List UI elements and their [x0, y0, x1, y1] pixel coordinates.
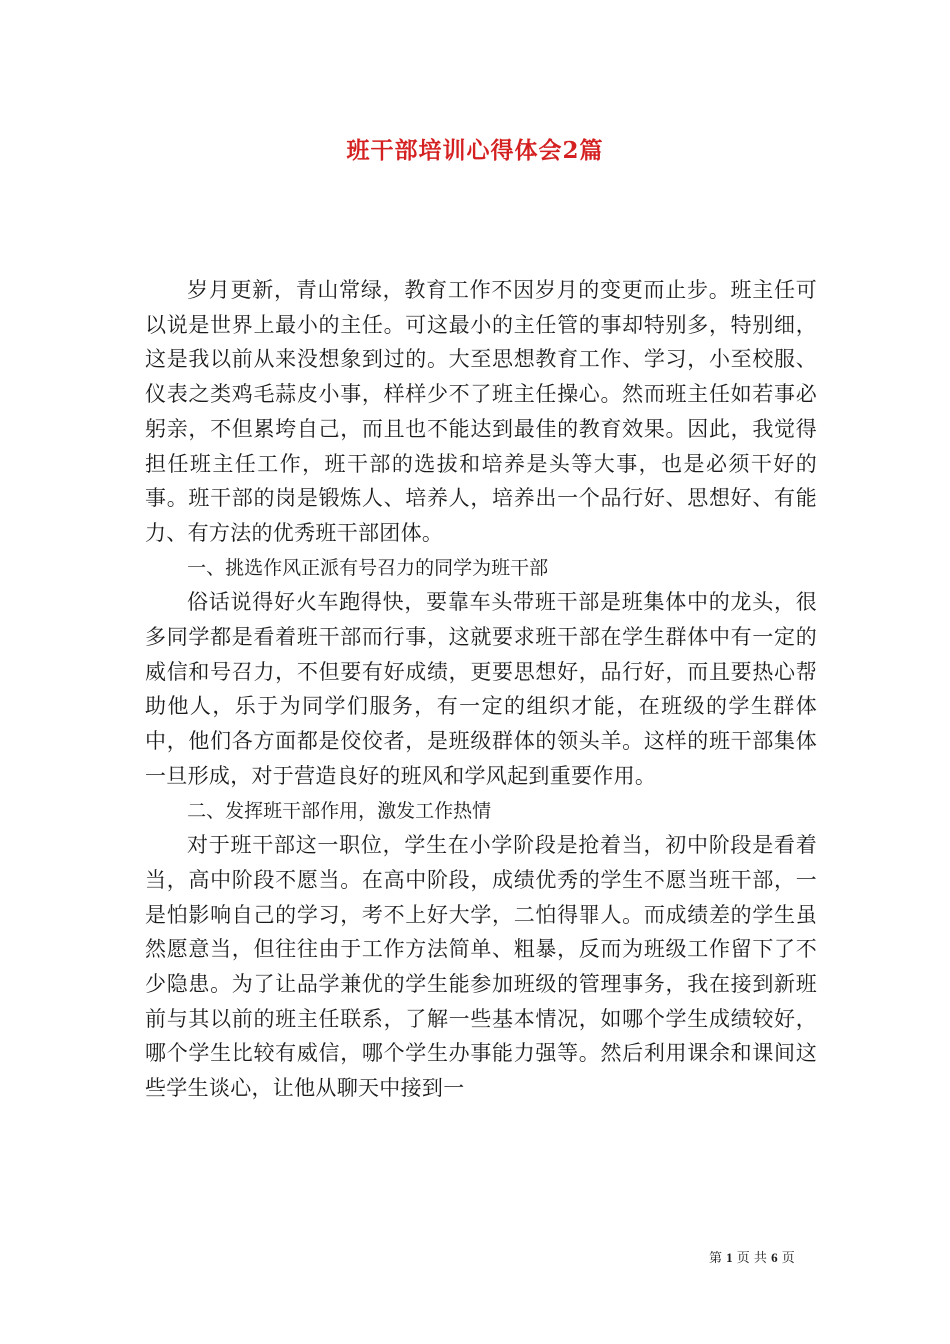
paragraph-section-1: 俗话说得好火车跑得快，要靠车头带班干部是班集体中的龙头，很多同学都是看着班干部而行事，这就要求班干部在学生群体中有一定的威信和号召力，不但要有好成绩，更要思想好，品行好，而且要热心帮助他人，乐于为同学们服务，有一定的组织才能，在班级的学生群体中，他们各方面都是佼佼者，是班级群体的领头羊。这样的班干部集体一旦形成，对于营造良好的班风和学风起到重要作用。: [145, 590, 817, 788]
footer-current-page: 1: [726, 1250, 733, 1265]
document-body: [145, 273, 817, 1106]
section-heading-1: 一、挑选作风正派有号召力的同学为班干部: [187, 556, 549, 579]
footer-prefix: 第: [709, 1251, 723, 1266]
paragraph-section-2: 对于班干部这一职位，学生在小学阶段是抢着当，初中阶段是看着当，高中阶段不愿当。在高中阶段，成绩优秀的学生不愿当班干部，一是怕影响自己的学习，考不上好大学，二怕得罪人。而成绩差的学生虽然愿意当，但往往由于工作方法简单、粗暴，反而为班级工作留下了不少隐患。为了让品学兼优的学生能参加班级的管理事务，我在接到新班前与其以前的班主任联系，了解一些基本情况，如哪个学生成绩较好，哪个学生比较有威信，哪个学生办事能力强等。然后利用课余和课间这些学生谈心，让他从聊天中接到一: [145, 833, 817, 1101]
document-title: 班干部培训心得体会2篇: [346, 137, 604, 164]
footer-suffix: 页: [781, 1251, 795, 1266]
page-number-footer: [709, 1247, 795, 1266]
footer-total-pages: 6: [771, 1250, 778, 1265]
footer-middle: 页 共: [736, 1251, 767, 1266]
section-heading-2: 二、发挥班干部作用，激发工作热情: [187, 799, 492, 822]
paragraph-intro: 岁月更新，青山常绿，教育工作不因岁月的变更而止步。班主任可以说是世界上最小的主任。可这最小的主任管的事却特别多，特别细，这是我以前从来没想象到过的。大至思想教育工作、学习，小至校服、仪表之类鸡毛蒜皮小事，样样少不了班主任操心。然而班主任如若事必躬亲，不但累垮自己，而且也不能达到最佳的教育效果。因此，我觉得担任班主任工作，班干部的选拔和培养是头等大事，也是必须干好的事。班干部的岗是锻炼人、培养人，培养出一个品行好、思想好、有能力、有方法的优秀班干部团体。: [145, 278, 817, 545]
